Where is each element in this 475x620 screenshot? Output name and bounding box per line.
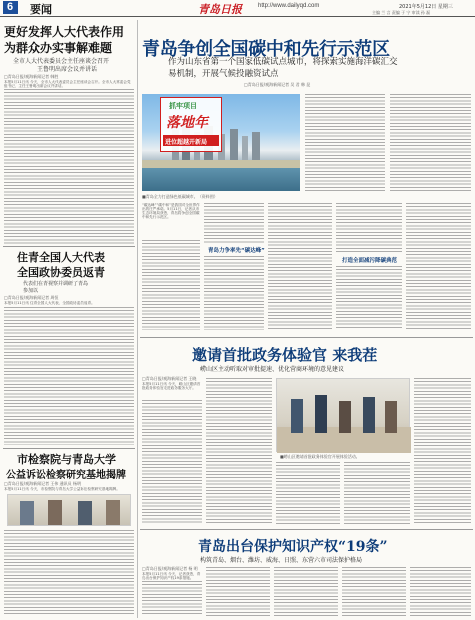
article3-headline2: 公益诉讼检察研究基地揭牌 bbox=[6, 470, 126, 481]
main-body-col bbox=[268, 203, 332, 330]
photo-figure bbox=[339, 401, 351, 433]
article3-excerpt: 本报5月11日讯 今天，市检察院与青岛大学公益诉讼检察研究基地揭牌。 bbox=[4, 487, 120, 491]
photo-figure bbox=[106, 500, 120, 525]
story2-reporter: □青岛日报/观海新闻记者 王晓 bbox=[142, 376, 197, 381]
story2-body bbox=[142, 400, 202, 524]
article1-headline: 更好发挥人大代表作用 bbox=[4, 25, 125, 39]
main-photo bbox=[142, 94, 300, 191]
photo-shore bbox=[142, 160, 300, 168]
masthead bbox=[0, 0, 475, 16]
main-body-col bbox=[406, 203, 471, 330]
article3-reporter: □青岛日报/观海新闻记者 王伟 通讯员 杨明 bbox=[4, 481, 81, 486]
photo-figure bbox=[385, 401, 397, 433]
article2-subhead2: 参加以 bbox=[23, 288, 39, 294]
photo-figure bbox=[20, 501, 34, 525]
main-headline: 青岛争创全国碳中和先行示范区 bbox=[142, 39, 390, 60]
section-title: 要闻 bbox=[30, 3, 52, 16]
story3-body bbox=[206, 567, 270, 616]
story2-photo-caption: ■崂山区邀请首批政务体验官开展体验活动。 bbox=[280, 454, 360, 459]
story2-subhead: 崂山区主动听取对审批提速、优化营商环境的意见建议 bbox=[200, 366, 345, 373]
story2-excerpt: 本报5月11日讯 今天，崂山区邀请首批政务体验官走进政务服务大厅。 bbox=[142, 382, 201, 390]
story3-body bbox=[142, 581, 202, 616]
photo-figure bbox=[291, 399, 303, 433]
story3-excerpt: 本报5月11日讯 今天，记者获悉，青岛出台保护知识产权19条措施。 bbox=[142, 572, 201, 580]
main-body-col bbox=[142, 240, 200, 330]
article2-subhead: 代表们在青视察并调研了青岛 bbox=[23, 281, 89, 287]
story2-body bbox=[414, 378, 471, 524]
article2-excerpt: 本报5月11日讯 住青全国人大代表、全国政协委员返青。 bbox=[4, 301, 95, 305]
article3-body bbox=[4, 530, 134, 616]
left-column bbox=[3, 20, 135, 618]
column-divider bbox=[137, 20, 138, 618]
article2-body bbox=[4, 307, 134, 445]
article1-headline2: 为群众办实事解难题 bbox=[4, 41, 113, 55]
story2-body bbox=[344, 462, 410, 524]
article1-body bbox=[4, 89, 134, 244]
main-body-col bbox=[390, 94, 471, 192]
article1-excerpt: 本报5月11日讯 今天，全市人大代表委员会主任座谈会召开。全市人大常委会党组书记、主任王鲁明出席会议并讲话。 bbox=[4, 80, 131, 88]
article1-subhead: 全市人大代表委员会主任座谈会召开 bbox=[13, 58, 110, 65]
badge-ribbon bbox=[163, 135, 219, 146]
story2 bbox=[140, 340, 473, 528]
story2-photo bbox=[276, 378, 410, 452]
photo-building bbox=[230, 129, 238, 160]
story3-body bbox=[274, 567, 338, 616]
story3-reporter: □青岛日报/观海新闻记者 杨 明 bbox=[142, 566, 198, 571]
badge-main: 落地年 bbox=[166, 115, 208, 131]
story3-body bbox=[410, 567, 471, 616]
main-body-col bbox=[204, 256, 264, 330]
editor-line: 主编 兰 言 责编 于 宁 审读 孙 磊 bbox=[372, 10, 431, 15]
main-subtitle2: 打造全面减污降碳典范 bbox=[342, 258, 398, 264]
date-line: 2021年5月12日 星期三 bbox=[399, 4, 453, 10]
article3-photo bbox=[7, 494, 131, 526]
paper-url: http://www.dailyqd.com bbox=[258, 3, 320, 9]
photo-caption: ■青岛全力打造绿色低碳城市。（资料图） bbox=[142, 194, 218, 199]
main-subhead: 作为山东省第一个国家低碳试点城市，将探索实施海洋碳汇交易机制，开展气候投融资试点 bbox=[168, 57, 398, 79]
story2-headline: 邀请首批政务体验官 来我茬 bbox=[192, 346, 378, 364]
photo-figure bbox=[363, 397, 375, 433]
main-body-col bbox=[305, 94, 385, 192]
article2-headline2: 全国政协委员返青 bbox=[17, 266, 105, 279]
story2-body bbox=[276, 462, 340, 524]
divider bbox=[3, 246, 135, 247]
photo-figure bbox=[48, 500, 62, 525]
page-number-box bbox=[3, 1, 18, 14]
main-body-col bbox=[336, 266, 402, 330]
story3-subhead: 构筑青岛、烟台、潍坊、威海、日照、东营六市司法保护格局 bbox=[200, 557, 363, 564]
article1-reporter: □青岛日报/观海新闻记者 韩胜 bbox=[4, 74, 59, 79]
main-excerpt: “碳达峰”“碳中和”是我国对全世界作出的庄严承诺。5月11日，记者从市生态环境局获悉，青岛将争创全国碳中和先行示范区。 bbox=[142, 203, 200, 219]
story3-headline: 青岛出台保护知识产权“19条” bbox=[198, 539, 388, 555]
story2-body bbox=[206, 378, 272, 524]
story3-body bbox=[342, 567, 406, 616]
paper-logo: 青岛日报 bbox=[198, 3, 242, 16]
story3 bbox=[140, 531, 473, 618]
main-story bbox=[140, 18, 473, 336]
campaign-badge bbox=[160, 97, 222, 152]
article2-headline: 住青全国人大代表 bbox=[17, 251, 105, 264]
main-body-col bbox=[204, 203, 264, 243]
page-number: 6 bbox=[7, 1, 14, 13]
masthead-rule bbox=[0, 16, 475, 17]
badge-top: 抓牢项目 bbox=[169, 102, 197, 110]
article1-subhead2: 王鲁明出席会议并讲话 bbox=[37, 66, 98, 73]
divider bbox=[140, 529, 473, 530]
divider bbox=[3, 448, 135, 449]
main-body-col bbox=[336, 203, 402, 253]
photo-sea bbox=[142, 168, 300, 191]
badge-bottom: 进位超越开新局 bbox=[165, 139, 208, 146]
main-subtitle1: 青岛力争率先“碳达峰” bbox=[208, 248, 265, 254]
divider bbox=[140, 337, 473, 338]
photo-figure bbox=[315, 395, 327, 433]
article2-reporter: □青岛日报/观海新闻记者 周恒 bbox=[4, 295, 59, 300]
photo-building bbox=[252, 132, 260, 160]
photo-figure bbox=[78, 501, 92, 525]
main-reporter: □青岛日报/观海新闻记者 吴 君 韩 昆 bbox=[244, 82, 311, 87]
photo-building bbox=[242, 136, 248, 160]
article3-headline: 市检察院与青岛大学 bbox=[17, 453, 116, 466]
